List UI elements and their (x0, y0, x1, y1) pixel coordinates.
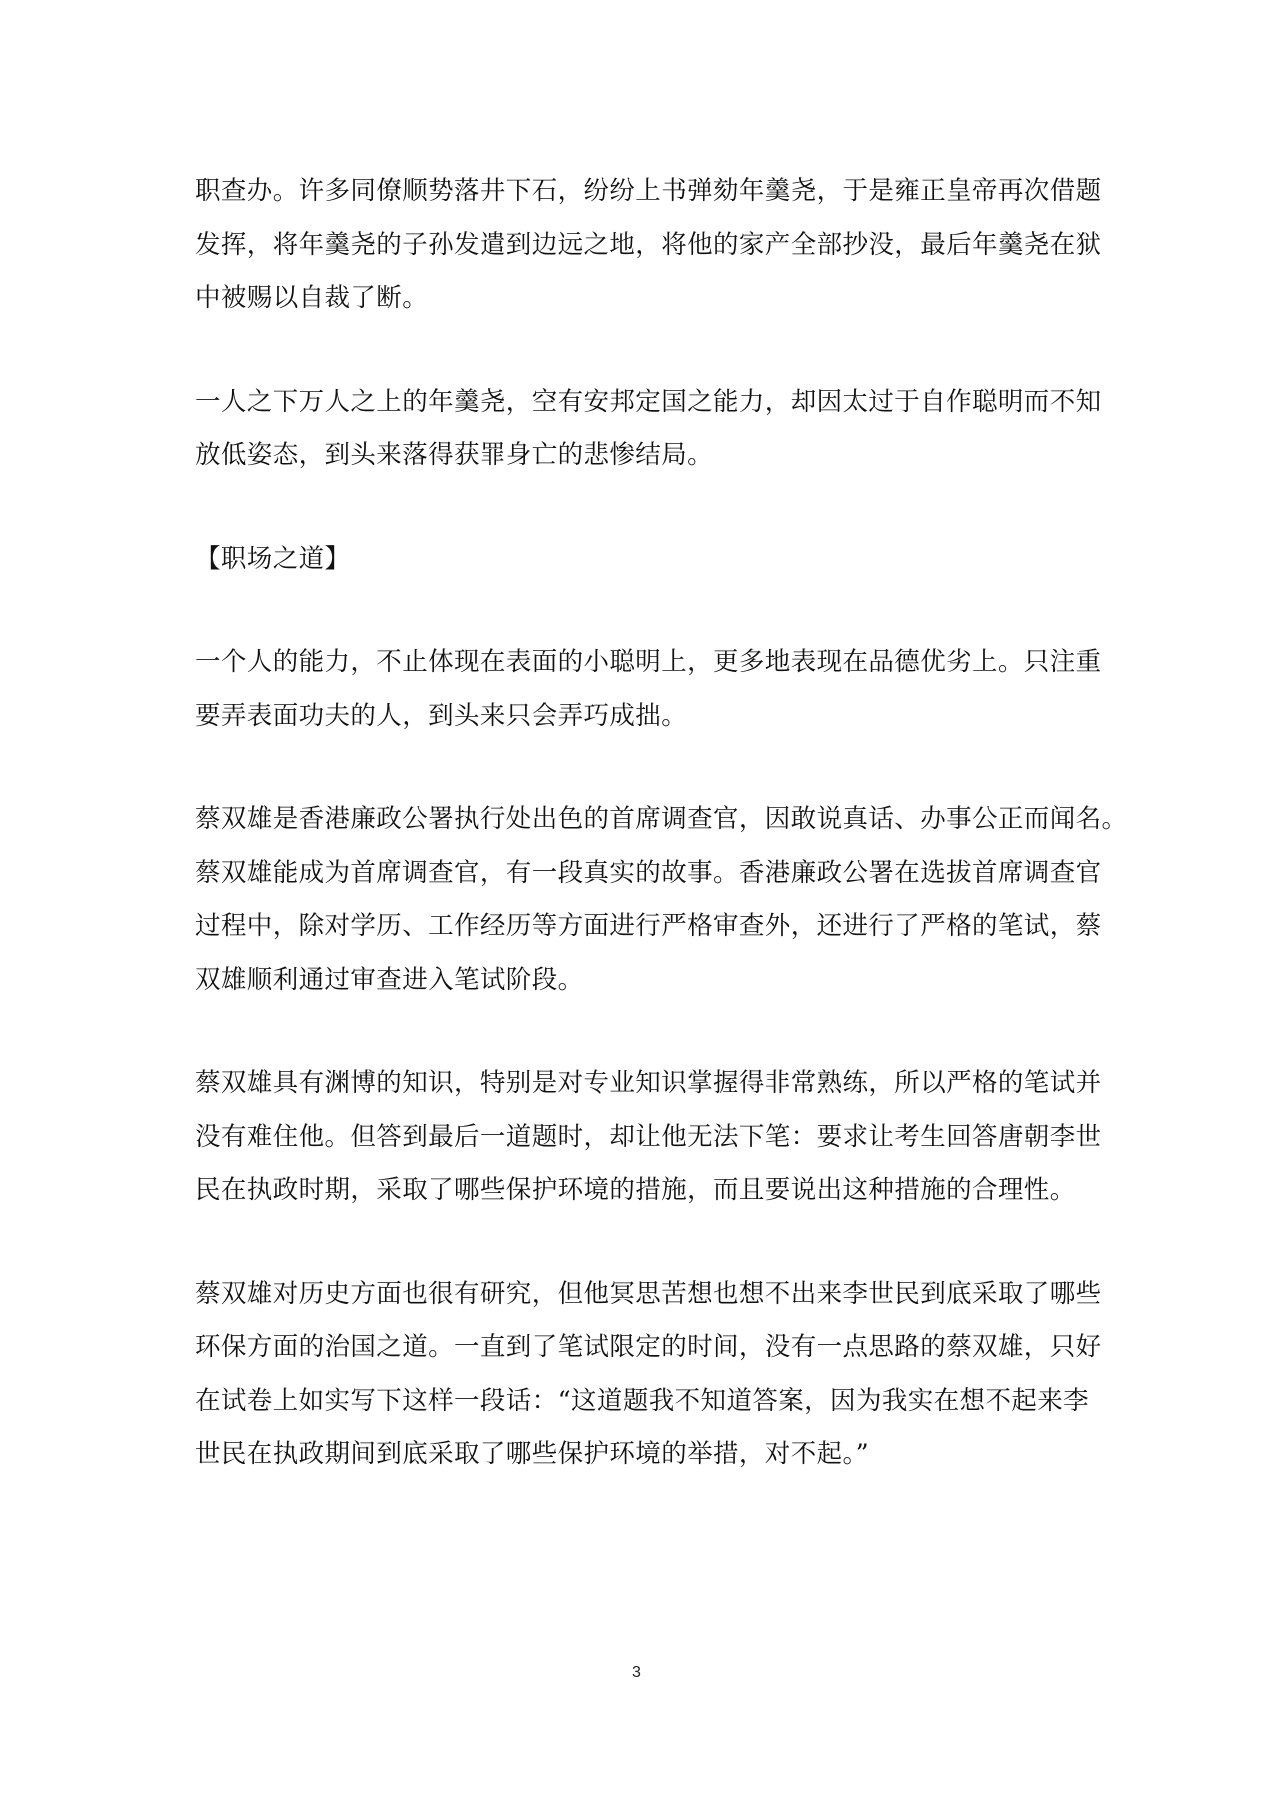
paragraph-1 (195, 165, 1102, 326)
text-line: 环保方面的治国之道。一直到了笔试限定的时间，没有一点思路的蔡双雄，只好 (195, 1332, 1102, 1362)
text-line: 蔡双雄是香港廉政公署执行处出色的首席调查官，因敢说真话、办事公正而闻名。 (195, 804, 1128, 834)
paragraph-7 (195, 1268, 1102, 1482)
paragraph-2 (195, 376, 1102, 483)
text-line: 中被赐以自裁了断。 (195, 283, 429, 313)
document-body (195, 165, 1128, 1532)
page-number: 3 (632, 1664, 641, 1681)
text-line: 蔡双雄具有渊博的知识，特别是对专业知识掌握得非常熟练，所以严格的笔试并 (195, 1068, 1102, 1098)
heading-text: 【职场之道】 (195, 543, 351, 574)
text-line: 蔡双雄能成为首席调查官，有一段真实的故事。香港廉政公署在选拔首席调查官 (195, 857, 1102, 888)
text-line: 蔡双雄对历史方面也很有研究，但他冥思苦想也想不出来李世民到底采取了哪些 (195, 1278, 1102, 1309)
text-line: 要弄表面功夫的人，到头来只会弄巧成拙。 (195, 700, 688, 731)
text-line: 在试卷上如实写下这样一段话：“这道题我不知道答案，因为我实在想不起来李 (195, 1385, 1090, 1416)
paragraph-6 (195, 1057, 1102, 1218)
text-line: 一人之下万人之上的年羹尧，空有安邦定国之能力，却因太过于自作聪明而不知 (195, 386, 1102, 417)
text-line: 没有难住他。但答到最后一道题时，却让他无法下笔：要求让考生回答唐朝李世 (195, 1121, 1102, 1152)
text-line: 一个人的能力，不止体现在表面的小聪明上，更多地表现在品德优劣上。只注重 (195, 647, 1102, 677)
text-line: 世民在执政期间到底采取了哪些保护环境的举措，对不起。” (195, 1439, 870, 1469)
paragraph-4 (195, 636, 1102, 743)
text-line: 民在执政时期，采取了哪些保护环境的措施，而且要说出这种措施的合理性。 (195, 1175, 1076, 1205)
text-line: 职查办。许多同僚顺势落井下石，纷纷上书弹劾年羹尧，于是雍正皇帝再次借题 (195, 176, 1102, 206)
text-line: 双雄顺利通过审查进入笔试阶段。 (195, 964, 584, 995)
text-line: 过程中，除对学历、工作经历等方面进行严格审查外，还进行了严格的笔试，蔡 (195, 911, 1102, 941)
text-line: 放低姿态，到头来落得获罪身亡的悲惨结局。 (195, 440, 714, 470)
paragraph-5 (195, 793, 1128, 1007)
section-heading (195, 533, 1087, 587)
text-line: 发挥，将年羹尧的子孙发遣到边远之地，将他的家产全部抄没，最后年羹尧在狱 (195, 229, 1102, 260)
